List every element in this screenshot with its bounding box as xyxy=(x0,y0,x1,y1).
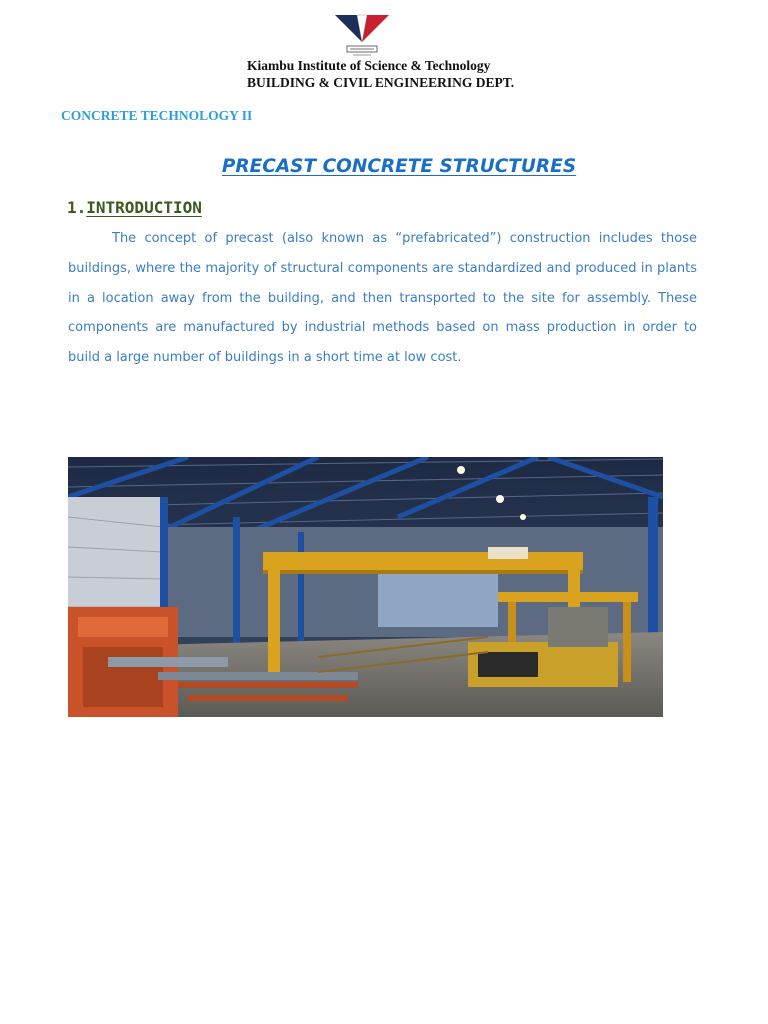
section-heading-introduction xyxy=(67,198,202,217)
section-number: 1. xyxy=(67,198,87,217)
document-title: PRECAST CONCRETE STRUCTURES xyxy=(221,156,577,177)
institution-name: Kiambu Institute of Science & Technology xyxy=(247,58,491,73)
department-name: BUILDING & CIVIL ENGINEERING DEPT. xyxy=(247,75,515,90)
institution-logo xyxy=(333,12,391,60)
precast-factory-photo xyxy=(68,457,663,717)
section-heading-label: INTRODUCTION xyxy=(86,198,202,217)
introduction-paragraph: The concept of precast (also known as “prefabricated”) construction includes those buildings, where the majority of structural components are standardized and produced in plants in a location away from the building, and then transported to the site for assembly. These components are manufactured by industrial methods based on mass production in order to build a large number of buildings in a short time at low cost. xyxy=(68,231,697,366)
course-title: CONCRETE TECHNOLOGY II xyxy=(61,108,253,123)
